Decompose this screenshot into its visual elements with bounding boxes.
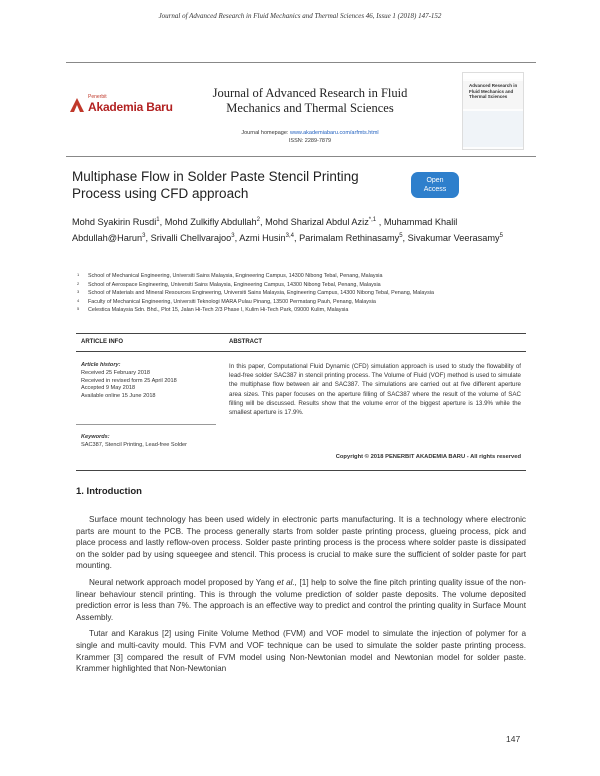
homepage-label: Journal homepage:: [241, 130, 290, 136]
history-line: Received in revised form 25 April 2018: [81, 377, 177, 384]
affiliation-text: School of Materials and Mineral Resources Engineering, Universiti Sains Malaysia, Engineering Campus, 14300 Nibong Tebal, Penang, Malaysia: [88, 290, 434, 296]
abstract-text: In this paper, Computational Fluid Dynamic (CFD) simulation approach is used to study the flowability of lead-free solder SAC387 in stencil printing process. The Volume of Fluid (VOF) method is used to simulate the multiphase flow between air and SAC387. The simulations are carried out at five different aperture area sizes. This paper focuses on the aperture filling of SAC387 where the result of the volume of SAC filling will be discussed. Results show that the volume error of the biggest aperture is 13.9% while the smallest aperture is 17.9%.: [229, 363, 521, 417]
affiliation-number: 4: [77, 297, 80, 303]
history-line: Accepted 9 May 2018: [81, 385, 136, 392]
info-header-rule: [76, 351, 526, 352]
article-info-heading: ARTICLE INFO: [81, 339, 123, 345]
affiliation-item: [77, 272, 537, 281]
affiliation-number: 2: [77, 280, 80, 286]
journal-title: Journal of Advanced Research in Fluid Mechanics and Thermal Sciences: [212, 86, 408, 115]
affiliation-text: School of Mechanical Engineering, Universiti Sains Malaysia, Engineering Campus, 14300 Nibong Tebal, Penang, Malaysia: [88, 273, 383, 279]
copyright-notice: Copyright © 2018 PENERBIT AKADEMIA BARU - All rights reserved: [335, 454, 521, 460]
author-affiliation-mark: 5: [499, 232, 503, 239]
keywords-text: SAC387, Stencil Printing, Lead-free Solder: [81, 441, 188, 448]
affiliation-text: School of Aerospace Engineering, Universiti Sains Malaysia, Engineering Campus, 14300 Nibong Tebal, Penang, Malaysia: [88, 281, 381, 288]
publisher-name: Akademia Baru: [88, 100, 173, 114]
header-bottom-rule: [66, 156, 536, 157]
open-access-badge[interactable]: [411, 172, 459, 198]
journal-cover-thumbnail: [462, 72, 524, 150]
publisher-small-text: Penerbit: [88, 94, 107, 100]
keywords-label: Keywords:: [81, 434, 110, 440]
affiliation-item: [77, 281, 537, 290]
author-affiliation-mark: 5: [399, 232, 403, 239]
publisher-logo: [68, 94, 178, 124]
affiliation-number: 5: [77, 306, 80, 311]
author-affiliation-mark: 3: [231, 232, 235, 239]
affiliation-number: 1: [77, 272, 80, 277]
header-top-rule: [66, 62, 536, 63]
author-name: Mohd Zulkifly Abdullah: [164, 217, 257, 228]
affiliation-item: [77, 298, 537, 307]
open-access-line1: Open: [426, 177, 444, 184]
author-affiliation-mark: 2: [256, 217, 260, 223]
affiliation-text: Faculty of Mechanical Engineering, Universiti Teknologi MARA Pulau Pinang, 13500 Permatang Pauh, Penang, Malaysia: [88, 298, 376, 305]
author-list: Mohd Syakirin Rusdi$^1$, Mohd Zulkifly Abdullah$^2$, Mohd Sharizal Abdul Aziz$^{*,1}$ , Muhammad Khalil Abdullah@Harun$^3$, Srivalli Chellvarajoo$^3$, Azmi Husin$^{3,4}$, Parimalam Rethinasamy$^5$, Sivakumar Veerasamy$^5$: [72, 217, 503, 243]
history-line: Available online 15 June 2018: [81, 393, 156, 400]
paragraph: Surface mount technology has been used widely in electronic parts manufacturing. It is a technology where electronic parts are mount to the PCB. The process generally starts from solder paste printing process, glueing process, pick and place process and lastly reflow-oven process. Solder paste printing process is the process where solder paste is dissipated on the solder pad by using squeegee and stencil. This process is crucial to make sure the sufficient of solder paste for part mounting.: [76, 515, 526, 571]
info-top-rule: [76, 333, 526, 334]
keywords-rule: [76, 424, 216, 425]
author-affiliation-mark: 3,4: [285, 232, 295, 239]
page-number: 147: [506, 734, 521, 744]
history-line: Received 25 February 2018: [81, 369, 151, 376]
affiliation-text: Celestica Malaysia Sdn. Bhd., Plot 15, Jalan Hi-Tech 2/3 Phase I, Kulim Hi-Tech Park, 09000 Kulim, Malaysia: [88, 307, 349, 313]
publisher-logo-icon: [68, 96, 86, 114]
paragraph: Neural network approach model proposed by Yang et al., [1] help to solve the fine pitch printing quality issue of the non-linear behaviour stencil printing. This is through the volume prediction of solder paste deposits. The volume deposited prediction error is less than 7%. The approach is an effective way to predict and control the printing quality in Surface Mount Assembly.: [76, 577, 526, 622]
author-affiliation-mark: 1: [156, 217, 160, 223]
body-text: [76, 514, 526, 680]
article-history: [81, 362, 211, 401]
info-bottom-rule: [76, 470, 526, 471]
history-label: Article history:: [81, 362, 121, 368]
affiliation-number: 3: [77, 289, 80, 294]
author-affiliation-mark: 3: [142, 232, 146, 239]
running-header: Journal of Advanced Research in Fluid Mechanics and Thermal Sciences 46, Issue 1 (2018) 147-152: [158, 12, 442, 20]
author-affiliation-mark: *,1: [368, 217, 377, 223]
paragraph: Tutar and Karakus [2] using Finite Volume Method (FVM) and VOF model to simulate the injection of polymer for a single and multi-cavity mould. This FVM and VOF technique can be used to simulate the solder paste printing process. Krammer [3] compared the result of FVM model using Non-Newtonian model and Newtonian model for solder paste. Krammer highlighted that Non-Newtonian: [76, 629, 526, 674]
journal-homepage: [190, 130, 430, 136]
homepage-link[interactable]: www.akademiabaru.com/arfmts.html: [289, 130, 379, 136]
open-access-line2: Access: [423, 186, 447, 193]
cover-title: Advanced Research in Fluid Mechanics and Thermal Sciences: [469, 83, 518, 99]
section-heading: 1. Introduction: [76, 486, 142, 497]
paper-title: Multiphase Flow in Solder Paste Stencil Printing Process using CFD approach: [72, 169, 359, 201]
author-name: Muhammad Khalil Abdullah@Harun: [72, 217, 458, 243]
author-name: Azmi Husin: [239, 232, 286, 243]
author-name: Srivalli Chellvarajoo: [150, 232, 232, 243]
author-name: Sivakumar Veerasamy: [407, 232, 500, 243]
journal-issn: ISSN: 2289-7879: [288, 138, 332, 144]
author-name: Mohd Syakirin Rusdi: [72, 217, 157, 228]
affiliation-item: [77, 306, 537, 315]
affiliation-item: [77, 289, 537, 298]
author-name: Parimalam Rethinasamy: [299, 232, 400, 243]
affiliation-list: [77, 272, 537, 315]
keywords-block: [81, 434, 211, 450]
author-name: Mohd Sharizal Abdul Aziz: [265, 217, 369, 228]
abstract-heading: ABSTRACT: [229, 339, 262, 345]
